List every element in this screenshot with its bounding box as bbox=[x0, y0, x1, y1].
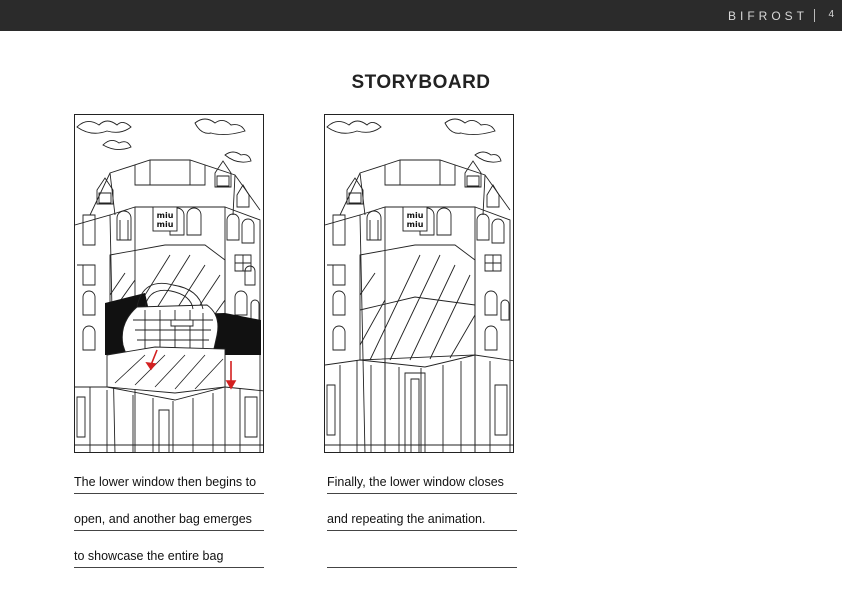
sign-text-top: miu bbox=[406, 211, 424, 220]
sign-text-bottom: miu bbox=[406, 220, 424, 229]
header-divider bbox=[814, 9, 815, 22]
caption-2-line-3 bbox=[327, 547, 517, 568]
storyboard-frame-1 bbox=[74, 114, 264, 453]
storyboard-illustration-2 bbox=[325, 115, 514, 453]
header-bar bbox=[0, 0, 842, 31]
caption-2-line-1: Finally, the lower window closes bbox=[327, 473, 517, 494]
page-title: STORYBOARD bbox=[351, 72, 491, 93]
caption-1-line-3: to showcase the entire bag bbox=[74, 547, 264, 568]
bag-illustration bbox=[122, 283, 218, 357]
caption-1-line-2: open, and another bag emerges bbox=[74, 510, 264, 531]
sign-text-bottom: miu bbox=[156, 220, 174, 229]
storyboard-frame-2 bbox=[324, 114, 514, 453]
caption-2-line-2: and repeating the animation. bbox=[327, 510, 517, 531]
page-number: 4 bbox=[828, 9, 834, 20]
sign-text-top: miu bbox=[156, 211, 174, 220]
storyboard-illustration-1 bbox=[75, 115, 264, 453]
brand-logo-text: BIFROST bbox=[727, 9, 808, 23]
caption-1-line-1: The lower window then begins to bbox=[74, 473, 264, 494]
